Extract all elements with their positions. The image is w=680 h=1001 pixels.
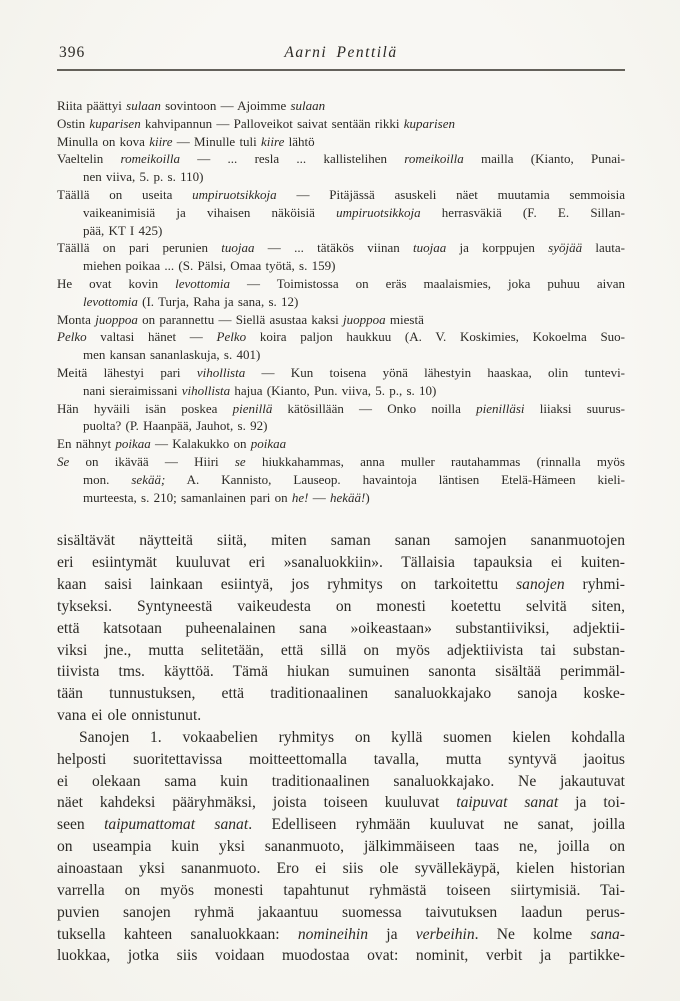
text-line: näet kahdeksi pääryhmäksi, joista toiseen kuuluvat taipuvat sanat ja toi- xyxy=(57,794,626,812)
running-head: Aarni Penttilä xyxy=(284,44,398,61)
text-line: tuksella kahteen sanaluokkaan: nomineihin ja verbeihin. Ne kolme sana- xyxy=(57,925,625,943)
example-entry xyxy=(57,115,625,133)
paragraph xyxy=(57,530,625,727)
example-entry xyxy=(57,328,625,364)
text-line: men kansan sananlaskuja, s. 401) xyxy=(83,347,261,363)
text-line: En nähnyt poikaa — Kalakukko on poikaa xyxy=(57,436,287,452)
paragraph xyxy=(57,727,625,967)
example-entry xyxy=(57,239,625,275)
text-line: tään tunnustuksen, että traditionaalinen sanaluokkajako sanoja koske- xyxy=(57,685,625,703)
text-line: tykseksi. Syntyneestä vaikeudesta on monesti koetettu selvitä siten, xyxy=(57,597,625,615)
text-line: levottomia (I. Turja, Raha ja sana, s. 12) xyxy=(83,293,299,309)
example-entry xyxy=(57,186,625,239)
text-line: Täällä on pari perunien tuojaa — ... tätäkös viinan tuojaa ja korppujen syöjää lauta- xyxy=(57,240,625,256)
text-line: mon. sekää; A. Kannisto, Lauseop. havaintoja läntisen Etelä-Hämeen kieli- xyxy=(83,471,625,487)
examples-section xyxy=(57,97,625,506)
example-entry xyxy=(57,453,625,506)
text-line: miehen poikaa ... (S. Pälsi, Omaa työtä, s. 159) xyxy=(83,258,336,274)
text-line: nen viiva, 5. p. s. 110) xyxy=(83,169,204,185)
example-entry xyxy=(57,275,625,311)
text-line: puolta? (P. Haanpää, Jauhot, s. 92) xyxy=(83,418,268,434)
text-line: Sanojen 1. vokaabelien ryhmitys on kyllä suomen kielen kohdalla xyxy=(79,728,625,746)
page-header xyxy=(57,44,625,64)
text-line: luokkaa, jotka siis voidaan muodostaa ovat: nominit, verbit ja partikke- xyxy=(57,947,625,965)
body-section xyxy=(57,530,625,967)
text-line: Se on ikävää — Hiiri se hiukkahammas, anna muller rautahammas (rinnalla myös xyxy=(57,453,625,469)
text-line: on useampia kuin yksi sananmuoto, jälkimmäiseen taas ne, joilla on xyxy=(57,838,625,856)
text-line: tiivista tms. käyttöä. Tämä hiukan sumuinen sanonta sisältää perimmäl- xyxy=(57,663,625,681)
example-entry xyxy=(57,311,625,329)
example-entry xyxy=(57,150,625,186)
text-line: Ostin kuparisen kahvipannun — Palloveikot saivat sentään rikki kuparisen xyxy=(57,115,455,131)
text-line: eri esiintymät kuuluvat eri »sanaluokkiin». Tällaisia tapauksia ei kuiten- xyxy=(57,554,625,572)
text-line: Monta juoppoa on parannettu — Siellä asustaa kaksi juoppoa miestä xyxy=(57,311,424,327)
text-line: murteesta, s. 210; samanlainen pari on he! — hekää!) xyxy=(83,489,370,505)
text-line: että katsotaan puheenalainen sana »oikeastaan» substantiiviksi, adjektii- xyxy=(57,619,625,637)
text-line: Meitä lähestyi pari vihollista — Kun toisena yönä lähestyin haaskaa, olin tuntevi- xyxy=(57,364,626,380)
example-entry xyxy=(57,97,625,115)
text-line: vaikeanimisiä ja vihaisen näköisiä umpiruotsikkoja herrasväkiä (F. E. Sillan- xyxy=(83,204,625,220)
text-line: kaan saisi lainkaan esiintyä, jos ryhmitys on tarkoitettu sanojen ryhmi- xyxy=(57,576,625,594)
text-line: viksi jne., mutta selitetään, että sillä on myös adjektiivista tai substan- xyxy=(57,641,625,659)
text-line: Hän hyväili isän poskea pienillä kätösillään — Onko noilla pienilläsi liiaksi suurus- xyxy=(57,400,625,416)
text-line: Minulla on kova kiire — Minulle tuli kiire lähtö xyxy=(57,133,315,149)
text-line: Täällä on useita umpiruotsikkoja — Pitäjässä asuskeli näet muutamia semmoisia xyxy=(57,186,625,202)
text-line: varrella on myös monesti tapahtunut ryhmästä toiseen siirtymisiä. Tai- xyxy=(57,881,625,899)
example-entry xyxy=(57,364,625,400)
page-number: 396 xyxy=(59,44,86,61)
text-line: Vaeltelin romeikoilla — ... resla ... kallistelihen romeikoilla mailla (Kianto, Punai- xyxy=(57,151,625,167)
example-entry xyxy=(57,400,625,436)
text-line: sisältävät näytteitä siitä, miten saman sanan samojen sananmuotojen xyxy=(57,532,625,550)
text-line: puvien sanojen ryhmä jakaantuu suomessa taivutuksen laadun perus- xyxy=(57,903,625,921)
text-line: Pelko valtasi hänet — Pelko koira paljon haukkuu (A. V. Koskimies, Kokoelma Suo- xyxy=(57,329,625,345)
text-line: ei olekaan sama kuin traditionaalinen sanaluokkajako. Ne jakautuvat xyxy=(57,772,625,790)
header-rule xyxy=(57,69,625,71)
text-line: ainoastaan yksi sananmuoto. Ero ei siis ole syvällekäypä, kielen historian xyxy=(57,859,625,877)
text-line: vana ei ole onnistunut. xyxy=(57,707,202,725)
example-entry xyxy=(57,133,625,151)
text-line: helposti suoritettavissa moitteettomalla tavalla, mutta syntyvä jaoitus xyxy=(57,750,625,768)
text-line: nani sieraimissani vihollista hajua (Kianto, Pun. viiva, 5. p., s. 10) xyxy=(83,382,437,398)
text-line: pää, KT I 425) xyxy=(83,222,163,238)
text-line: He ovat kovin levottomia — Toimistossa on eräs maalaismies, joka puhuu aivan xyxy=(57,275,625,291)
text-line: seen taipumattomat sanat. Edelliseen ryhmään kuuluvat ne sanat, joilla xyxy=(57,816,626,834)
text-line: Riita päättyi sulaan sovintoon — Ajoimme sulaan xyxy=(57,98,326,113)
example-entry xyxy=(57,435,625,453)
